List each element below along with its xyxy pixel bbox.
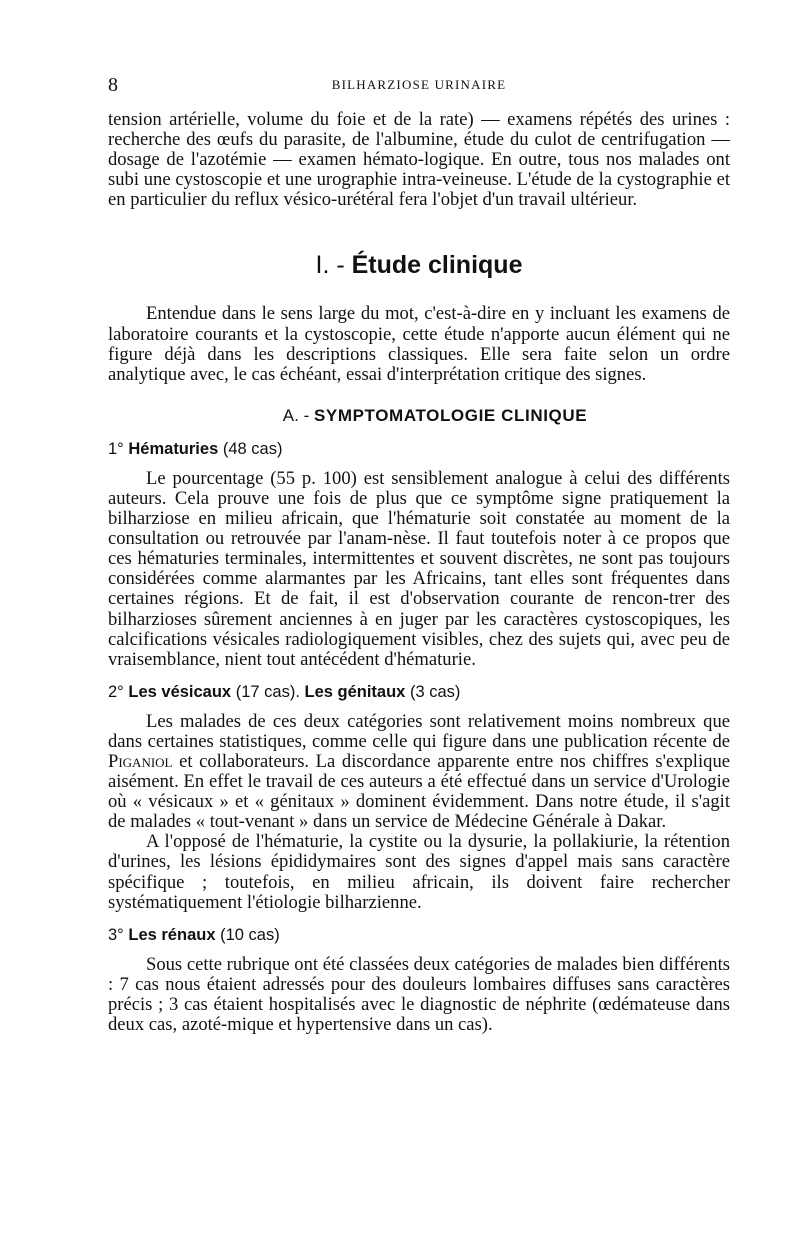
vesicaux-paragraph xyxy=(108,712,730,833)
running-title: BILHARZIOSE URINAIRE xyxy=(331,77,507,92)
item-name: Hématuries xyxy=(128,439,219,458)
page-header xyxy=(108,74,730,98)
intro-paragraph: tension artérielle, volume du foie et de la rate) — examens répétés des urines : recherche des œufs du parasite, de l'albumine, étude du culot de centrifugation — dosage de l'azotémie — examen hémato-logique. En outre, tous nos malades ont subi une cystoscopie et une urographie intra-veineuse. L'étude de la cystographie et en particulier du reflux vésico-urétéral fera l'objet d'un travail ultérieur. xyxy=(108,109,730,211)
item-number: 3° xyxy=(108,925,124,944)
item-name-secondary: Les génitaux xyxy=(304,682,406,701)
author-name: Piganiol xyxy=(108,750,173,772)
text-body xyxy=(108,110,730,1035)
text-run: et collaborateurs. La discordance apparente entre nos chiffres s'explique aisément. En effet le travail de ces auteurs a été effectué dans un service d'Urologie où « vésicaux » et « génitaux » dominent évidemment. Dans notre étude, il s'agit de malades « tout-venant » dans un service de Médecine Générale à Dakar. xyxy=(108,750,730,833)
item-count: (17 cas). xyxy=(235,682,300,701)
subsection-title: SYMPTOMATOLOGIE CLINIQUE xyxy=(313,405,588,425)
renaux-paragraph: Sous cette rubrique ont été classées deux catégories de malades bien différents : 7 cas nous étaient adressés pour des douleurs lombaires diffuses sans caractères précis ; 3 cas étaient hospitalisés avec le diagnostic de néphrite (œdémateuse dans deux cas, azoté-mique et hypertensive dans un cas). xyxy=(108,953,730,1035)
section-paragraph: Entendue dans le sens large du mot, c'est-à-dire en y incluant les examens de laboratoire courants et la cystoscopie, cette étude n'apporte aucun élément qui ne figure déjà dans les descriptions classiques. Elle sera faite selon un ordre analytique avec, le cas échéant, essai d'interprétation critique des signes. xyxy=(108,303,730,385)
item-name: Les rénaux xyxy=(128,925,216,944)
item-heading-renaux xyxy=(108,925,730,945)
item-count-secondary: (3 cas) xyxy=(409,682,461,701)
item-number: 2° xyxy=(108,682,124,701)
subsection-heading xyxy=(108,405,730,427)
item-heading-vesicaux xyxy=(108,682,730,702)
text-run: Les malades de ces deux catégories sont relativement moins nombreux que dans certaines statistiques, comme celle qui figure dans une publication récente de xyxy=(108,710,730,752)
subsection-letter: A. - xyxy=(282,405,310,425)
item-heading-hematuries xyxy=(108,439,730,459)
item-count: (10 cas) xyxy=(220,925,280,944)
item-name: Les vésicaux xyxy=(128,682,232,701)
section-number: I. - xyxy=(315,251,345,280)
section-heading xyxy=(108,250,730,280)
item-number: 1° xyxy=(108,439,124,458)
vesicaux-paragraph-2: A l'opposé de l'hématurie, la cystite ou la dysurie, la pollakiurie, la rétention d'urines, les lésions épididymaires sont des signes d'appel mais sans caractère spécifique ; toutefois, en milieu africain, ils doivent faire rechercher systématiquement l'étiologie bilharzienne. xyxy=(108,831,730,913)
section-title: Étude clinique xyxy=(351,251,523,280)
item-count: (48 cas) xyxy=(222,439,283,458)
page-number: 8 xyxy=(108,74,118,96)
hematuries-paragraph: Le pourcentage (55 p. 100) est sensiblement analogue à celui des différents auteurs. Cela prouve une fois de plus que ce symptôme signe pratiquement la bilharziose en milieu africain, que l'hématurie soit constatée au moment de la consultation ou retrouvée par l'anam-nèse. Il faut toutefois noter à ce propos que ces hématuries terminales, intermittentes et souvent discrètes, ne sont pas toujours considérées comme alarmantes par les Africains, tant elles sont fréquentes dans certaines régions. Et de fait, il est d'observation courante de rencon-trer des bilharzioses sûrement anciennes à en juger par les caractères cystoscopiques, les calcifications vésicales radiologiquement visibles, chez des sujets qui, avec peu de vraisemblance, nient tout antécédent d'hématurie. xyxy=(108,467,730,670)
